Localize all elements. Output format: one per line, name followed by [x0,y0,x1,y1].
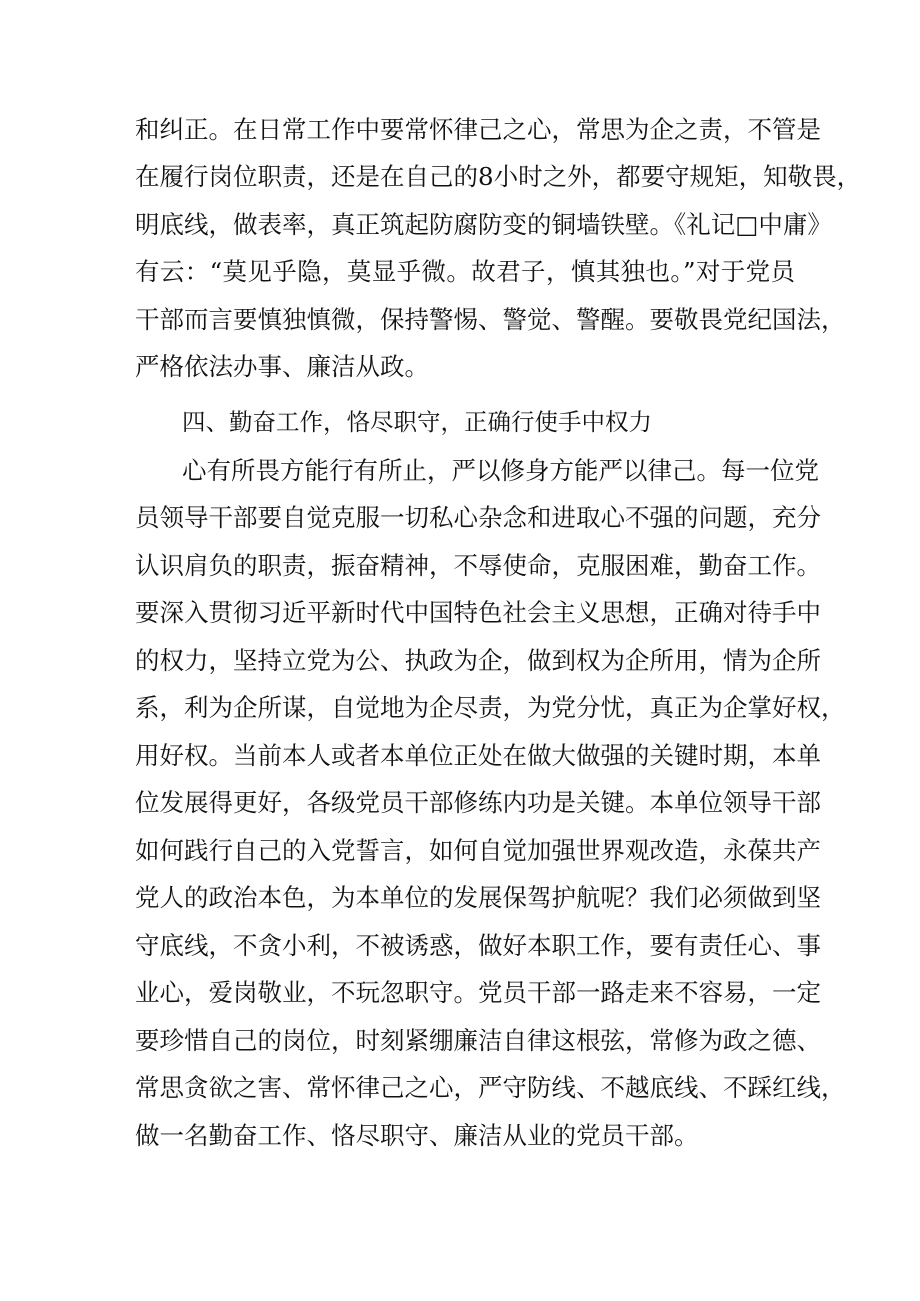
paragraph-1-line-4: 有云：“莫见乎隐，莫显乎微。故君子，慎其独也。”对于党员 [135,257,795,286]
paragraph-2-line-6: 系，利为企所谋，自觉地为企尽责，为党分忧，真正为企掌好权， [135,693,846,722]
paragraph-2-line-10: 党人的政治本色，为本单位的发展保驾护航呢？我们必须做到坚 [135,883,821,912]
paragraph-1-line-1: 和纠正。在日常工作中要常怀律己之心，常思为企之责，不管是 [135,115,821,144]
paragraph-1-line-3: 明底线，做表率，真正筑起防腐防变的铜墙铁壁。《礼记□中庸》 [135,210,832,239]
paragraph-2-line-7: 用好权。当前本人或者本单位正处在做大做强的关键时期，本单 [135,741,821,770]
paragraph-2-line-12: 业心，爱岗敬业，不玩忽职守。党员干部一路走来不容易，一定 [135,978,821,1007]
paragraph-1-line-5: 干部而言要慎独慎微，保持警惕、警觉、警醒。要敬畏党纪国法， [135,305,846,334]
paragraph-2-line-4: 要深入贯彻习近平新时代中国特色社会主义思想，正确对待手中 [135,598,821,627]
paragraph-2-line-2: 员领导干部要自觉克服一切私心杂念和进取心不强的问题，充分 [135,503,821,532]
paragraph-1-line-6: 严格依法办事、廉洁从政。 [135,352,429,381]
paragraph-2-line-1: 心有所畏方能行有所止，严以修身方能严以律己。每一位党 [182,456,819,485]
paragraph-2-line-9: 如何践行自己的入党誓言，如何自觉加强世界观改造，永葆共产 [135,836,821,865]
paragraph-2-line-15: 做一名勤奋工作、恪尽职守、廉洁从业的党员干部。 [135,1121,699,1150]
paragraph-2-line-14: 常思贪欲之害、常怀律己之心，严守防线、不越底线、不踩红线， [135,1073,846,1102]
paragraph-1-line-2: 在履行岗位职责，还是在自己的8小时之外，都要守规矩，知敬畏， [135,162,862,191]
paragraph-2-line-13: 要珍惜自己的岗位，时刻紧绷廉洁自律这根弦，常修为政之德、 [135,1026,821,1055]
section-heading: 四、勤奋工作，恪尽职守，正确行使手中权力 [182,408,652,436]
paragraph-2-line-8: 位发展得更好，各级党员干部修练内功是关键。本单位领导干部 [135,788,821,817]
paragraph-2-line-5: 的权力，坚持立党为公、执政为企，做到权为企所用，情为企所 [135,646,821,675]
paragraph-2-line-11: 守底线，不贪小利，不被诱惑，做好本职工作，要有责任心、事 [135,931,821,960]
paragraph-2-line-3: 认识肩负的职责，振奋精神，不辱使命，克服困难，勤奋工作。 [135,551,821,580]
